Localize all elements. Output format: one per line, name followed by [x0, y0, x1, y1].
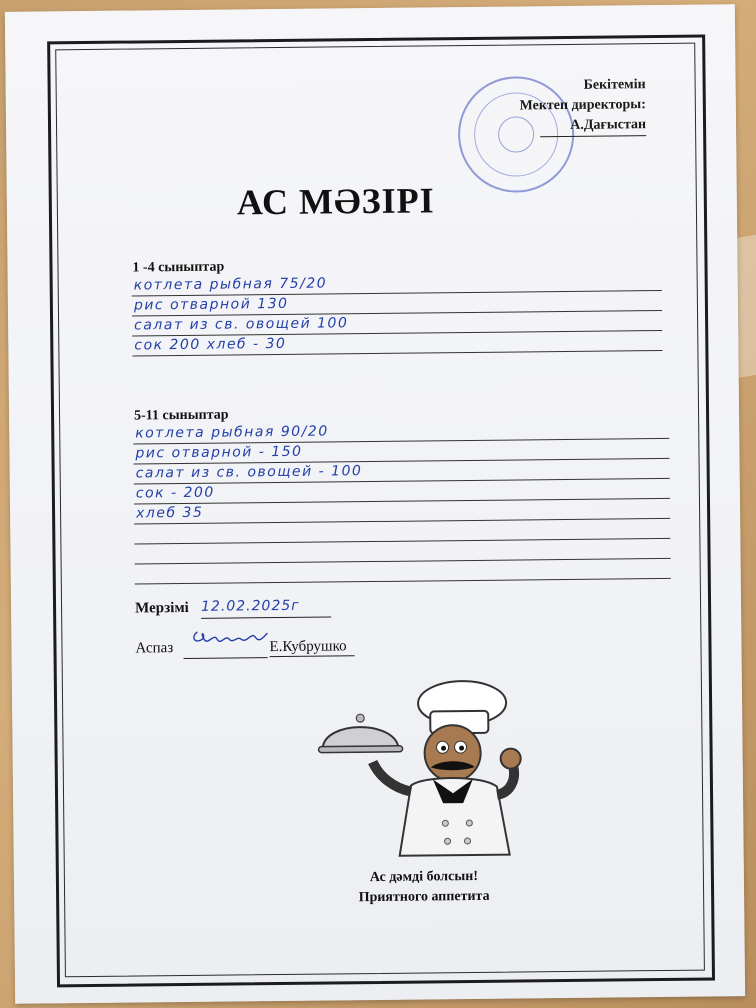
director-name: А.Дағыстан	[540, 115, 646, 137]
approval-block	[496, 75, 647, 138]
chef-face-icon	[424, 725, 481, 782]
approval-position: Мектеп директоры:	[519, 97, 646, 114]
closing-kazakh: Ас дәмді болсын!	[369, 868, 479, 886]
cook-label: Аспаз	[135, 640, 174, 657]
menu-line: рис отварной 130	[132, 291, 662, 317]
cook-signature	[189, 627, 273, 650]
section-grades-5-11-label: 5-11 сыныптар	[133, 407, 229, 424]
page-title: АС МӘЗІРІ	[236, 180, 435, 223]
chef-body-icon	[399, 777, 510, 855]
section-grades-1-4-label: 1 -4 сыныптар	[132, 259, 225, 276]
menu-line: салат из св. овощей 100	[132, 311, 662, 337]
date-label: Мерзімі	[134, 599, 189, 617]
approval-heading: Бекітемін	[583, 77, 646, 93]
date-value: 12.02.2025г	[201, 596, 331, 618]
menu-line: сок - 200	[134, 479, 670, 505]
menu-line: салат из св. овощей - 100	[134, 459, 670, 485]
menu-sheet	[5, 4, 745, 1004]
closing-russian: Приятного аппетита	[358, 888, 490, 906]
menu-line: сок 200 хлеб - 30	[132, 331, 662, 357]
ok-hand-icon	[501, 748, 521, 768]
chef-illustration	[312, 674, 534, 866]
menu-line: хлеб 35	[134, 499, 670, 525]
menu-line: котлета рыбная 90/20	[133, 419, 669, 445]
menu-line: котлета рыбная 75/20	[132, 271, 662, 297]
cook-name: Е.Кубрушко	[269, 638, 354, 657]
cook-signature-line	[183, 637, 267, 659]
menu-line: рис отварной - 150	[133, 439, 669, 465]
